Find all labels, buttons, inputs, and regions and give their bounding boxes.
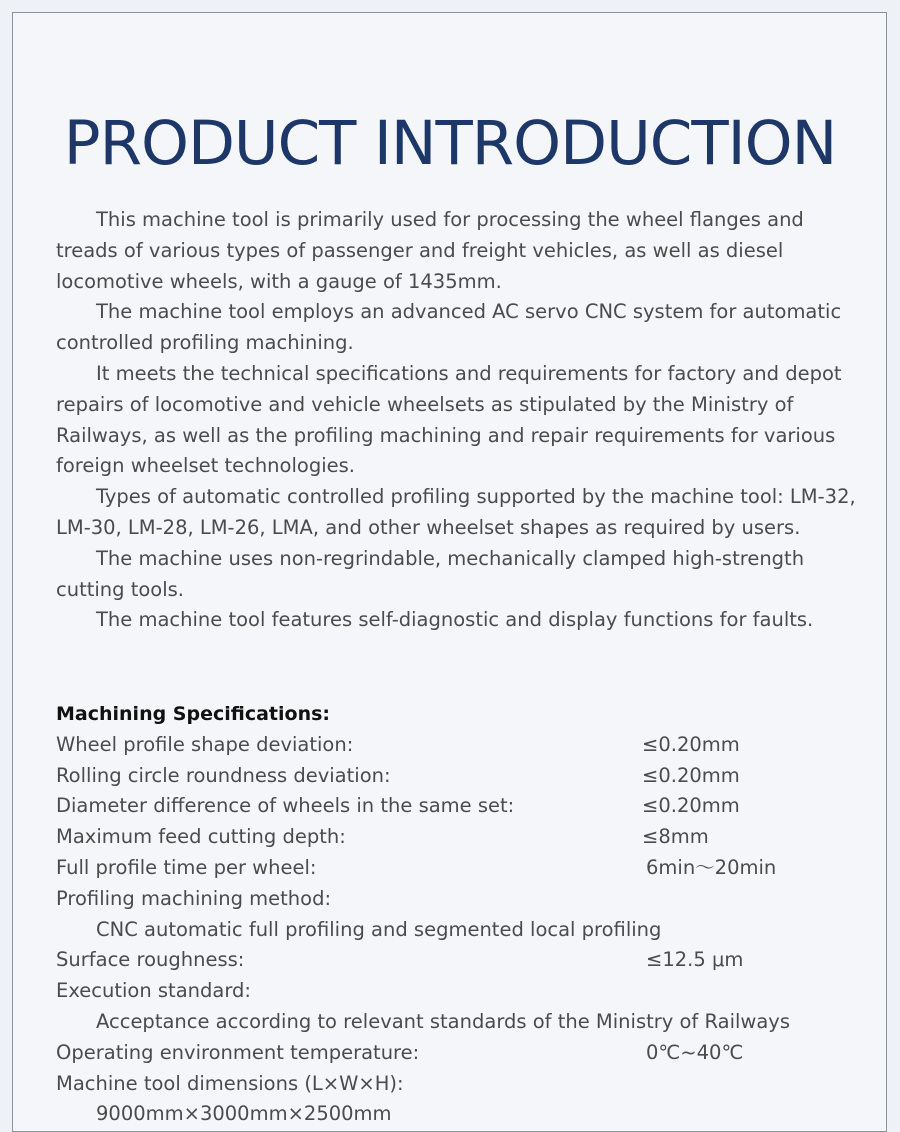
intro-paragraph: Types of automatic controlled profiling supported by the machine tool: LM-32, LM-30, LM-28, LM-26, LMA, and other wheelset shapes as required by users. (56, 485, 856, 539)
intro-paragraph: The machine tool features self-diagnostic and display functions for faults. (96, 608, 814, 632)
spec-value: ≤8mm (642, 825, 709, 849)
spec-row (56, 1038, 856, 1069)
spec-note: 9000mm×3000mm×2500mm (96, 1102, 392, 1126)
spec-note: CNC automatic full profiling and segmented local profiling (96, 917, 662, 941)
spec-row (56, 791, 856, 822)
intro-paragraph: The machine uses non-regrindable, mechanically clamped high-strength cutting tools. (56, 546, 805, 601)
spec-row (56, 761, 856, 792)
spec-value: ≤0.20mm (642, 794, 740, 818)
spec-value: ≤12.5 μm (646, 948, 744, 972)
spec-label: Full profile time per wheel: (56, 855, 317, 879)
intro-paragraph: The machine tool employs an advanced AC servo CNC system for automatic controlled profiling machining. (56, 300, 842, 355)
page-title: PRODUCT INTRODUCTION (63, 107, 837, 179)
spec-label: Surface roughness: (56, 948, 245, 972)
spec-row (56, 853, 856, 884)
spec-label: Machine tool dimensions (L×W×H): (56, 1071, 404, 1095)
spec-value: 0℃~40℃ (646, 1040, 744, 1064)
spec-label: Diameter difference of wheels in the same set: (56, 794, 515, 818)
spec-row (56, 945, 856, 976)
spec-label: Wheel profile shape deviation: (56, 732, 354, 756)
spec-note: Acceptance according to relevant standards of the Ministry of Railways (96, 1009, 791, 1033)
spec-row (56, 730, 856, 761)
spec-label: Maximum feed cutting depth: (56, 825, 346, 849)
intro-paragraph: It meets the technical specifications and requirements for factory and depot repairs of locomotive and vehicle wheelsets as stipulated by the Ministry of Railways, as well as the profiling machining and repair requirements for various foreign wheelset technologies. (56, 361, 842, 478)
spec-row (56, 884, 856, 915)
spec-label: Rolling circle roundness deviation: (56, 763, 391, 787)
intro-paragraph: This machine tool is primarily used for processing the wheel flanges and treads of various types of passenger and freight vehicles, as well as diesel locomotive wheels, with a gauge of 1435mm. (56, 208, 804, 293)
spec-value: 6min～20min (646, 855, 777, 879)
spec-row (56, 1069, 856, 1100)
spec-label: Execution standard: (56, 979, 251, 1003)
spec-label: Operating environment temperature: (56, 1040, 420, 1064)
spec-value: ≤0.20mm (642, 763, 740, 787)
spec-row (56, 822, 856, 853)
spec-value: ≤0.20mm (642, 732, 740, 756)
machining-specifications (56, 699, 856, 1130)
specs-heading: Machining Specifications: (56, 703, 331, 725)
spec-label: Profiling machining method: (56, 886, 332, 910)
spec-row (56, 976, 856, 1007)
intro-section (56, 205, 856, 636)
